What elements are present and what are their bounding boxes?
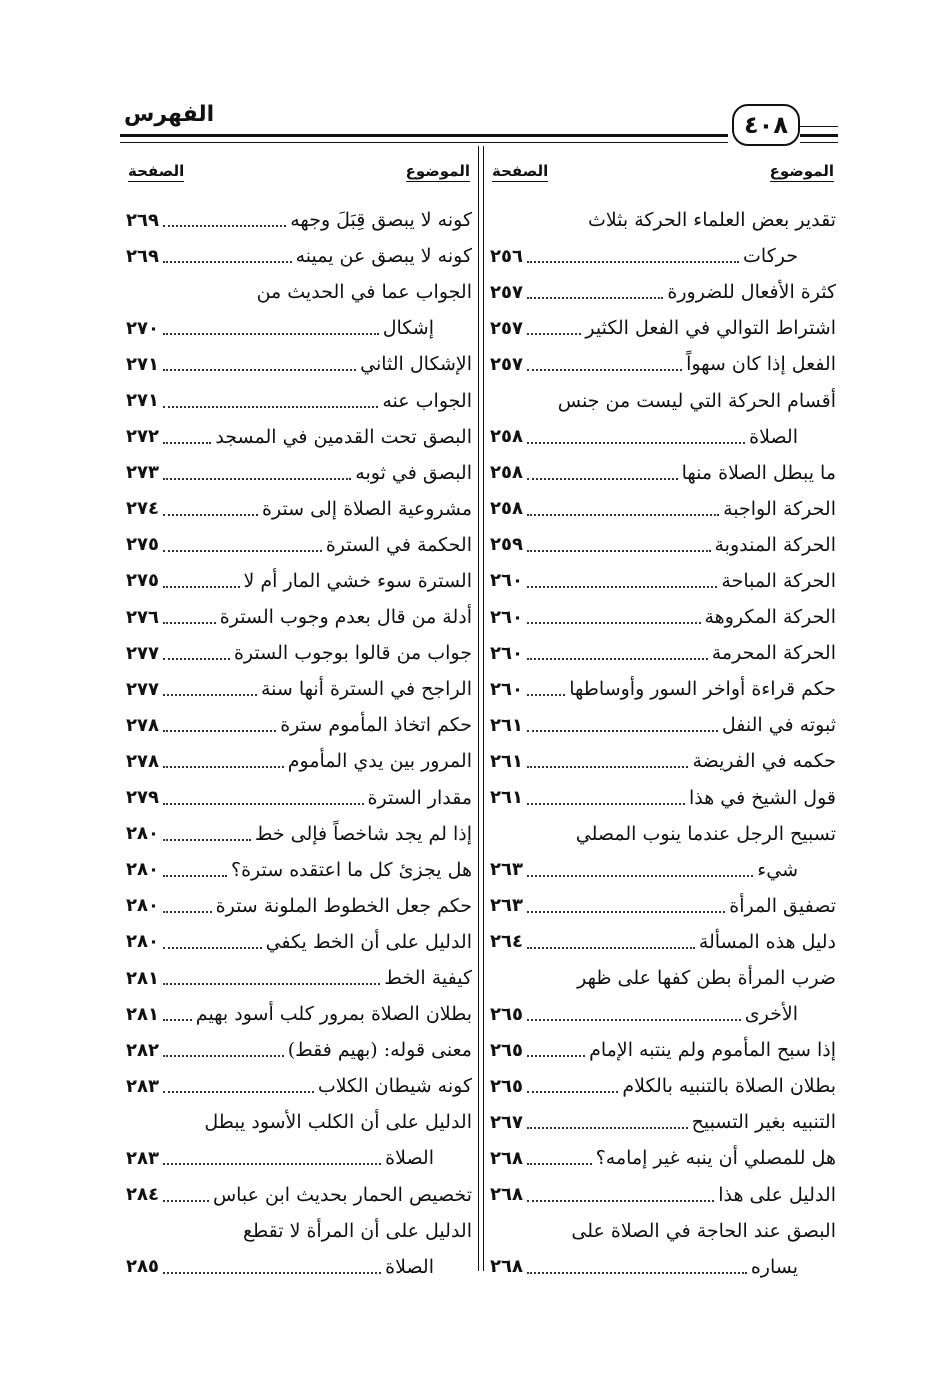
entry-page-number: ٢٦٧	[490, 1111, 523, 1133]
dot-leader	[527, 947, 695, 949]
entry-topic: هل يجزئ كل ما اعتقده سترة؟	[231, 858, 472, 881]
header-rule	[800, 126, 838, 127]
entry-topic: ثبوته في النفل	[721, 714, 836, 737]
entry-topic: أدلة من قال بعدم وجوب السترة	[219, 606, 472, 629]
entry-topic: الدليل على أن الخط يكفي	[265, 930, 472, 953]
index-entry	[124, 563, 474, 599]
entry-topic: مقدار السترة	[367, 786, 472, 809]
index-entry	[124, 888, 474, 924]
dot-leader	[527, 1272, 747, 1274]
entry-topic: حكم جعل الخطوط الملونة سترة	[215, 894, 472, 917]
topic-header: الموضوع	[405, 162, 470, 180]
index-entry	[124, 1213, 474, 1249]
page-header-label: الصفحة	[128, 162, 185, 180]
dot-leader	[527, 550, 711, 552]
dot-leader	[527, 1200, 714, 1202]
index-entry	[488, 527, 838, 563]
index-entry	[124, 743, 474, 779]
index-entry	[488, 1249, 838, 1285]
entry-topic: التنبيه بغير التسبيح	[691, 1111, 836, 1134]
entry-page-number: ٢٧١	[126, 353, 159, 375]
index-entry	[488, 346, 838, 382]
entry-topic: البصق تحت القدمين في المسجد	[215, 425, 472, 448]
index-entry	[124, 599, 474, 635]
entry-page-number: ٢٧٢	[126, 426, 159, 448]
entry-topic: المرور بين يدي المأموم	[287, 750, 472, 773]
dot-leader	[527, 1163, 592, 1165]
dot-leader	[527, 730, 718, 732]
entry-page-number: ٢٦٥	[490, 1039, 523, 1061]
index-entry	[124, 1068, 474, 1104]
dot-leader	[163, 766, 284, 768]
entry-page-number: ٢٦٩	[126, 245, 159, 267]
entry-page-number: ٢٨٣	[126, 1075, 159, 1097]
entry-topic: كيفية الخط	[384, 967, 472, 990]
index-entry	[488, 1140, 838, 1176]
index-list	[124, 202, 474, 1285]
index-entry	[488, 780, 838, 816]
page-header	[120, 96, 838, 154]
entry-page-number: ٢٧٥	[126, 534, 159, 556]
index-entry	[124, 527, 474, 563]
entry-page-number: ٢٧٦	[126, 606, 159, 628]
entry-page-number: ٢٧١	[126, 390, 159, 412]
dot-leader	[163, 333, 379, 335]
entry-page-number: ٢٧٧	[126, 678, 159, 700]
index-entry	[488, 202, 838, 238]
index-entry	[488, 960, 838, 996]
index-entry	[488, 852, 838, 888]
entry-topic: الحركة المباحة	[721, 569, 836, 592]
dot-leader	[163, 839, 251, 841]
index-entry	[488, 816, 838, 852]
entry-topic: أقسام الحركة التي ليست من جنس	[557, 389, 836, 412]
index-entry	[124, 707, 474, 743]
dot-leader	[527, 261, 739, 263]
index-entry	[488, 599, 838, 635]
entry-page-number: ٢٧٨	[126, 750, 159, 772]
dot-leader	[163, 442, 211, 444]
entry-page-number: ٢٦٨	[490, 1147, 523, 1169]
entry-page-number: ٢٦٨	[490, 1256, 523, 1278]
entry-page-number: ٢٦٠	[490, 642, 523, 664]
index-entry	[124, 310, 474, 346]
index-entry	[124, 1140, 474, 1176]
dot-leader	[163, 983, 380, 985]
entry-topic: الجواب عنه	[382, 389, 472, 412]
entry-topic: كثرة الأفعال للضرورة	[667, 281, 836, 304]
header-rule	[800, 134, 838, 137]
entry-topic: بطلان الصلاة بالتنبيه بالكلام	[622, 1075, 836, 1098]
topic-header: الموضوع	[769, 162, 834, 180]
entry-page-number: ٢٦٠	[490, 606, 523, 628]
index-entry	[488, 310, 838, 346]
dot-leader	[163, 622, 216, 624]
dot-leader	[527, 1055, 585, 1057]
entry-topic: ما يبطل الصلاة منها	[681, 461, 836, 484]
index-entry	[488, 1104, 838, 1140]
dot-leader	[527, 333, 581, 335]
entry-topic: حكم اتخاذ المأموم سترة	[280, 714, 472, 737]
entry-page-number: ٢٨٣	[126, 1147, 159, 1169]
index-entry	[124, 1249, 474, 1285]
dot-leader	[163, 694, 257, 696]
index-entry	[124, 816, 474, 852]
dot-leader	[527, 1019, 741, 1021]
entry-topic: كونه شيطان الكلاب	[317, 1075, 472, 1098]
entry-topic: ضرب المرأة بطن كفها على ظهر	[577, 967, 836, 990]
entry-topic: الحكمة في السترة	[325, 533, 472, 556]
entry-page-number: ٢٦٠	[490, 678, 523, 700]
entry-topic: الدليل على أن الكلب الأسود يبطل	[204, 1111, 472, 1134]
index-entry	[488, 996, 838, 1032]
dot-leader	[527, 622, 701, 624]
entry-topic: جواب من قالوا بوجوب السترة	[233, 642, 472, 665]
entry-page-number: ٢٧٧	[126, 642, 159, 664]
dot-leader	[163, 1163, 381, 1165]
entry-topic: الأخرى	[744, 1003, 798, 1026]
index-entry	[124, 1104, 474, 1140]
entry-page-number: ٢٦٨	[490, 1184, 523, 1206]
entry-page-number: ٢٥٩	[490, 534, 523, 556]
entry-topic: بطلان الصلاة بمرور كلب أسود بهيم	[195, 1003, 472, 1026]
entry-page-number: ٢٥٨	[490, 462, 523, 484]
dot-leader	[527, 442, 745, 444]
entry-page-number: ٢٦٤	[490, 931, 523, 953]
index-column-right	[488, 152, 838, 1285]
dot-leader	[163, 369, 356, 371]
entry-topic: تصفيق المرأة	[729, 894, 836, 917]
index-entry	[488, 491, 838, 527]
entry-page-number: ٢٦٥	[490, 1003, 523, 1025]
entry-topic: البصق في ثوبه	[355, 461, 472, 484]
index-entry	[124, 455, 474, 491]
entry-page-number: ٢٥٨	[490, 498, 523, 520]
entry-topic: الصلاة	[385, 1255, 434, 1278]
entry-page-number: ٢٦٣	[490, 895, 523, 917]
index-entry	[488, 888, 838, 924]
index-entry	[124, 202, 474, 238]
index-entry	[488, 707, 838, 743]
entry-topic: الدليل على أن المرأة لا تقطع	[242, 1219, 472, 1242]
entry-topic: الراجح في السترة أنها سنة	[260, 678, 472, 701]
entry-page-number: ٢٨١	[126, 967, 159, 989]
dot-leader	[163, 514, 258, 516]
dot-leader	[163, 550, 322, 552]
index-entry	[488, 563, 838, 599]
entry-topic: السترة سوء خشي المار أم لا	[243, 569, 472, 592]
entry-page-number: ٢٧٩	[126, 787, 159, 809]
entry-page-number: ٢٨٢	[126, 1039, 159, 1061]
entry-page-number: ٢٨٠	[126, 823, 159, 845]
dot-leader	[163, 730, 276, 732]
index-entry	[124, 960, 474, 996]
index-entry	[124, 924, 474, 960]
column-header	[488, 152, 838, 192]
entry-page-number: ٢٦١	[490, 787, 523, 809]
dot-leader	[527, 658, 708, 660]
entry-page-number: ٢٦٠	[490, 570, 523, 592]
index-entry	[488, 382, 838, 418]
entry-topic: الجواب عما في الحديث من	[256, 281, 472, 304]
column-header	[124, 152, 474, 192]
dot-leader	[527, 586, 717, 588]
entry-topic: إذا سبح المأموم ولم ينتبه الإمام	[589, 1039, 836, 1062]
index-entry	[124, 996, 474, 1032]
entry-page-number: ٢٨١	[126, 1003, 159, 1025]
entry-topic: اشتراط التوالي في الفعل الكثير	[585, 317, 836, 340]
dot-leader	[163, 1019, 192, 1021]
entry-page-number: ٢٥٧	[490, 353, 523, 375]
index-entry	[124, 346, 474, 382]
dot-leader	[163, 225, 286, 227]
entry-page-number: ٢٥٧	[490, 281, 523, 303]
index-entry	[124, 671, 474, 707]
page-number: ٤٠٨	[732, 104, 800, 146]
dot-leader	[527, 1127, 688, 1129]
index-entry	[488, 419, 838, 455]
dot-leader	[527, 1091, 618, 1093]
dot-leader	[527, 297, 663, 299]
index-entry	[124, 1032, 474, 1068]
entry-topic: البصق عند الحاجة في الصلاة على	[571, 1219, 836, 1242]
entry-topic: هل للمصلي أن ينبه غير إمامه؟	[595, 1147, 836, 1170]
entry-topic: حكمه في الفريضة	[692, 750, 836, 773]
header-rule	[800, 142, 838, 143]
dot-leader	[163, 947, 262, 949]
index-entry	[488, 1068, 838, 1104]
entry-page-number: ٢٧٥	[126, 570, 159, 592]
index-entry	[488, 635, 838, 671]
dot-leader	[163, 406, 378, 408]
section-title: الفهرس	[124, 102, 215, 127]
entry-page-number: ٢٨٤	[126, 1184, 159, 1206]
dot-leader	[527, 478, 678, 480]
entry-topic: معنى قوله: (بهيم فقط)	[287, 1039, 472, 1062]
index-entry	[124, 780, 474, 816]
entry-topic: الدليل على هذا	[718, 1183, 836, 1206]
index-entry	[488, 1213, 838, 1249]
entry-topic: تخصيص الحمار بحديث ابن عباس	[212, 1183, 472, 1206]
entry-topic: يساره	[750, 1255, 798, 1278]
entry-page-number: ٢٦١	[490, 750, 523, 772]
entry-topic: إذا لم يجد شاخصاً فإلى خط	[254, 822, 472, 845]
entry-topic: شيء	[757, 858, 798, 881]
index-entry	[488, 924, 838, 960]
entry-topic: الفعل إذا كان سهواً	[686, 353, 836, 376]
entry-page-number: ٢٨٥	[126, 1256, 159, 1278]
dot-leader	[527, 694, 565, 696]
entry-topic: الصلاة	[385, 1147, 434, 1170]
index-entry	[124, 238, 474, 274]
index-entry	[124, 491, 474, 527]
index-entry	[124, 1177, 474, 1213]
index-entry	[488, 455, 838, 491]
entry-page-number: ٢٦٩	[126, 209, 159, 231]
dot-leader	[527, 875, 753, 877]
entry-topic: كونه لا يبصق عن يمينه	[295, 245, 472, 268]
index-entry	[488, 1177, 838, 1213]
dot-leader	[163, 1200, 209, 1202]
index-entry	[488, 743, 838, 779]
index-entry	[488, 274, 838, 310]
dot-leader	[527, 803, 685, 805]
index-entry	[124, 274, 474, 310]
dot-leader	[163, 911, 212, 913]
index-entry	[488, 1032, 838, 1068]
entry-topic: كونه لا يبصق قِبَلَ وجهه	[290, 209, 472, 232]
entry-topic: مشروعية الصلاة إلى سترة	[262, 497, 472, 520]
entry-page-number: ٢٦١	[490, 714, 523, 736]
entry-topic: قول الشيخ في هذا	[688, 786, 836, 809]
entry-page-number: ٢٥٨	[490, 426, 523, 448]
column-divider	[478, 146, 479, 1271]
entry-page-number: ٢٥٧	[490, 317, 523, 339]
page-header-label: الصفحة	[492, 162, 549, 180]
entry-topic: الحركة المندوبة	[714, 533, 836, 556]
dot-leader	[527, 514, 719, 516]
index-entry	[488, 238, 838, 274]
index-column-left	[124, 152, 474, 1285]
entry-page-number: ٢٧٠	[126, 317, 159, 339]
index-entry	[124, 852, 474, 888]
entry-topic: دليل هذه المسألة	[698, 930, 836, 953]
dot-leader	[163, 1055, 284, 1057]
header-rule	[120, 142, 728, 143]
entry-page-number: ٢٨٠	[126, 859, 159, 881]
index-entry	[124, 635, 474, 671]
entry-page-number: ٢٧٣	[126, 462, 159, 484]
index-entry	[488, 671, 838, 707]
entry-page-number: ٢٧٤	[126, 498, 159, 520]
dot-leader	[163, 875, 227, 877]
entry-page-number: ٢٧٨	[126, 714, 159, 736]
entry-topic: الحركة الواجبة	[723, 497, 836, 520]
dot-leader	[527, 911, 725, 913]
dot-leader	[163, 658, 230, 660]
dot-leader	[527, 766, 689, 768]
entry-topic: الحركة المكروهة	[704, 606, 836, 629]
entry-topic: تسبيح الرجل عندما ينوب المصلي	[575, 822, 836, 845]
header-rule	[120, 134, 728, 137]
index-entry	[124, 382, 474, 418]
entry-page-number: ٢٨٠	[126, 895, 159, 917]
entry-topic: الإشكال الثاني	[360, 353, 472, 376]
index-entry	[124, 419, 474, 455]
entry-topic: إشكال	[382, 317, 434, 340]
dot-leader	[163, 803, 364, 805]
entry-topic: حكم قراءة أواخر السور وأوساطها	[569, 678, 836, 701]
entry-page-number: ٢٦٥	[490, 1075, 523, 1097]
entry-topic: الحركة المحرمة	[711, 642, 836, 665]
column-divider	[483, 146, 484, 1271]
dot-leader	[163, 478, 351, 480]
entry-topic: تقدير بعض العلماء الحركة بثلاث	[587, 209, 836, 232]
dot-leader	[163, 1272, 381, 1274]
entry-topic: الصلاة	[749, 425, 798, 448]
entry-page-number: ٢٦٣	[490, 859, 523, 881]
dot-leader	[163, 586, 240, 588]
dot-leader	[163, 1091, 314, 1093]
dot-leader	[163, 261, 292, 263]
entry-page-number: ٢٨٠	[126, 931, 159, 953]
entry-topic: حركات	[743, 245, 798, 268]
entry-page-number: ٢٥٦	[490, 245, 523, 267]
index-list	[488, 202, 838, 1285]
dot-leader	[527, 369, 682, 371]
